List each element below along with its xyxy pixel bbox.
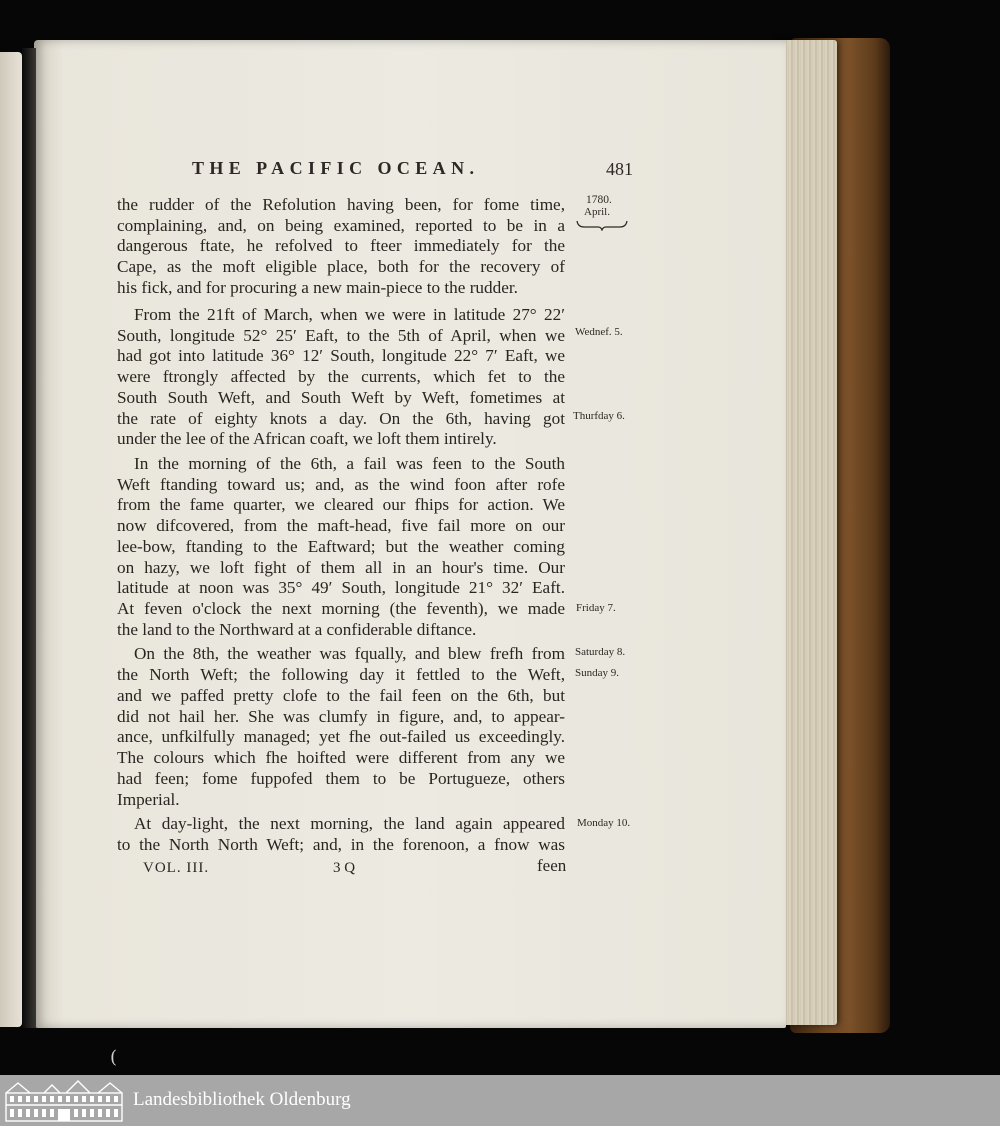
page-number: 481 xyxy=(606,159,633,179)
library-banner xyxy=(0,1075,1000,1126)
margin-note-date: Saturday 8. xyxy=(575,646,626,658)
library-name: Landesbibliothek Oldenburg xyxy=(133,1089,351,1110)
library-building-icon xyxy=(4,1079,124,1123)
margin-note-date: Monday 10. xyxy=(577,817,631,829)
text-line: Cape, as the moft eligible place, both for the recovery of xyxy=(117,257,565,276)
text-line: his fick, and for procuring a new main-piece to the rudder. xyxy=(117,278,518,297)
text-line: At day-light, the next morning, the land again appeared xyxy=(134,814,565,833)
margin-note-date: Friday 7. xyxy=(576,602,616,614)
margin-note-date: Wednef. 5. xyxy=(575,326,623,338)
footer-signature: 3 Q xyxy=(333,860,356,876)
footer-catchword: feen xyxy=(537,856,567,875)
text-line: On the 8th, the weather was fqually, and blew frefh from xyxy=(134,644,565,663)
brace-ornament xyxy=(576,219,628,231)
text-line: lee-bow, ftanding to the Eaftward; but the weather coming xyxy=(117,537,565,556)
text-line: The colours which fhe hoifted were different from any we xyxy=(117,748,565,767)
text-line: South South Weft, and South Weft by Weft, fometimes at xyxy=(117,388,565,407)
text-line: dangerous ftate, he refolved to fteer immediately for the xyxy=(117,236,565,255)
text-line: were ftrongly affected by the currents, which fet to the xyxy=(117,367,565,386)
text-line: From the 21ft of March, when we were in latitude 27° 22′ xyxy=(134,305,565,324)
text-line: ance, unfkilfully managed; yet fhe out-failed us exceedingly. xyxy=(117,727,565,746)
text-line: the land to the Northward at a confiderable diftance. xyxy=(117,620,477,639)
text-line: Imperial. xyxy=(117,790,180,809)
running-head: THE PACIFIC OCEAN. xyxy=(192,158,480,178)
text-line: to the North North Weft; and, in the forenoon, a fnow was xyxy=(117,835,565,854)
text-line: had feen; fome fuppofed them to be Portugueze, others xyxy=(117,769,565,788)
text-line: now difcovered, from the maft-head, five fail more on our xyxy=(117,516,565,535)
text-line: on hazy, we loft fight of them all in an hour's time. Our xyxy=(117,558,565,577)
margin-note-date: Thurfday 6. xyxy=(573,410,625,422)
text-line: had got into latitude 36° 12′ South, longitude 22° 7′ Eaft, we xyxy=(117,346,565,365)
text-line: under the lee of the African coaft, we loft them intirely. xyxy=(117,429,497,448)
text-line: South, longitude 52° 25′ Eaft, to the 5th of April, when we xyxy=(117,326,565,345)
text-line: In the morning of the 6th, a fail was feen to the South xyxy=(134,454,565,473)
text-line: and we paffed pretty clofe to the fail feen on the 6th, but xyxy=(117,686,565,705)
book-gutter xyxy=(22,48,36,1028)
text-line: did not hail her. She was clumfy in figure, and, to appear- xyxy=(117,707,565,726)
margin-note-month: April. xyxy=(584,206,610,218)
text-line: the rate of eighty knots a day. On the 6th, having got xyxy=(117,409,565,428)
text-line: latitude at noon was 35° 49′ South, longitude 21° 32′ Eaft. xyxy=(117,578,565,597)
facing-page-edge xyxy=(0,52,22,1027)
text-line: the North Weft; the following day it fettled to the Weft, xyxy=(117,665,565,684)
text-line: At feven o'clock the next morning (the feventh), we made xyxy=(117,599,565,618)
margin-note-date: Sunday 9. xyxy=(575,667,619,679)
text-line: from the fame quarter, we cleared our fhips for action. We xyxy=(117,495,565,514)
margin-note-year: 1780. xyxy=(586,194,612,206)
text-line: complaining, and, on being examined, reported to be in a xyxy=(117,216,565,235)
text-line: Weft ftanding toward us; and, as the wind foon after rofe xyxy=(117,475,565,494)
pencil-mark: ( xyxy=(110,1047,118,1068)
text-line: the rudder of the Refolution having been, for fome time, xyxy=(117,195,565,214)
footer-volume: VOL. III. xyxy=(143,860,210,876)
